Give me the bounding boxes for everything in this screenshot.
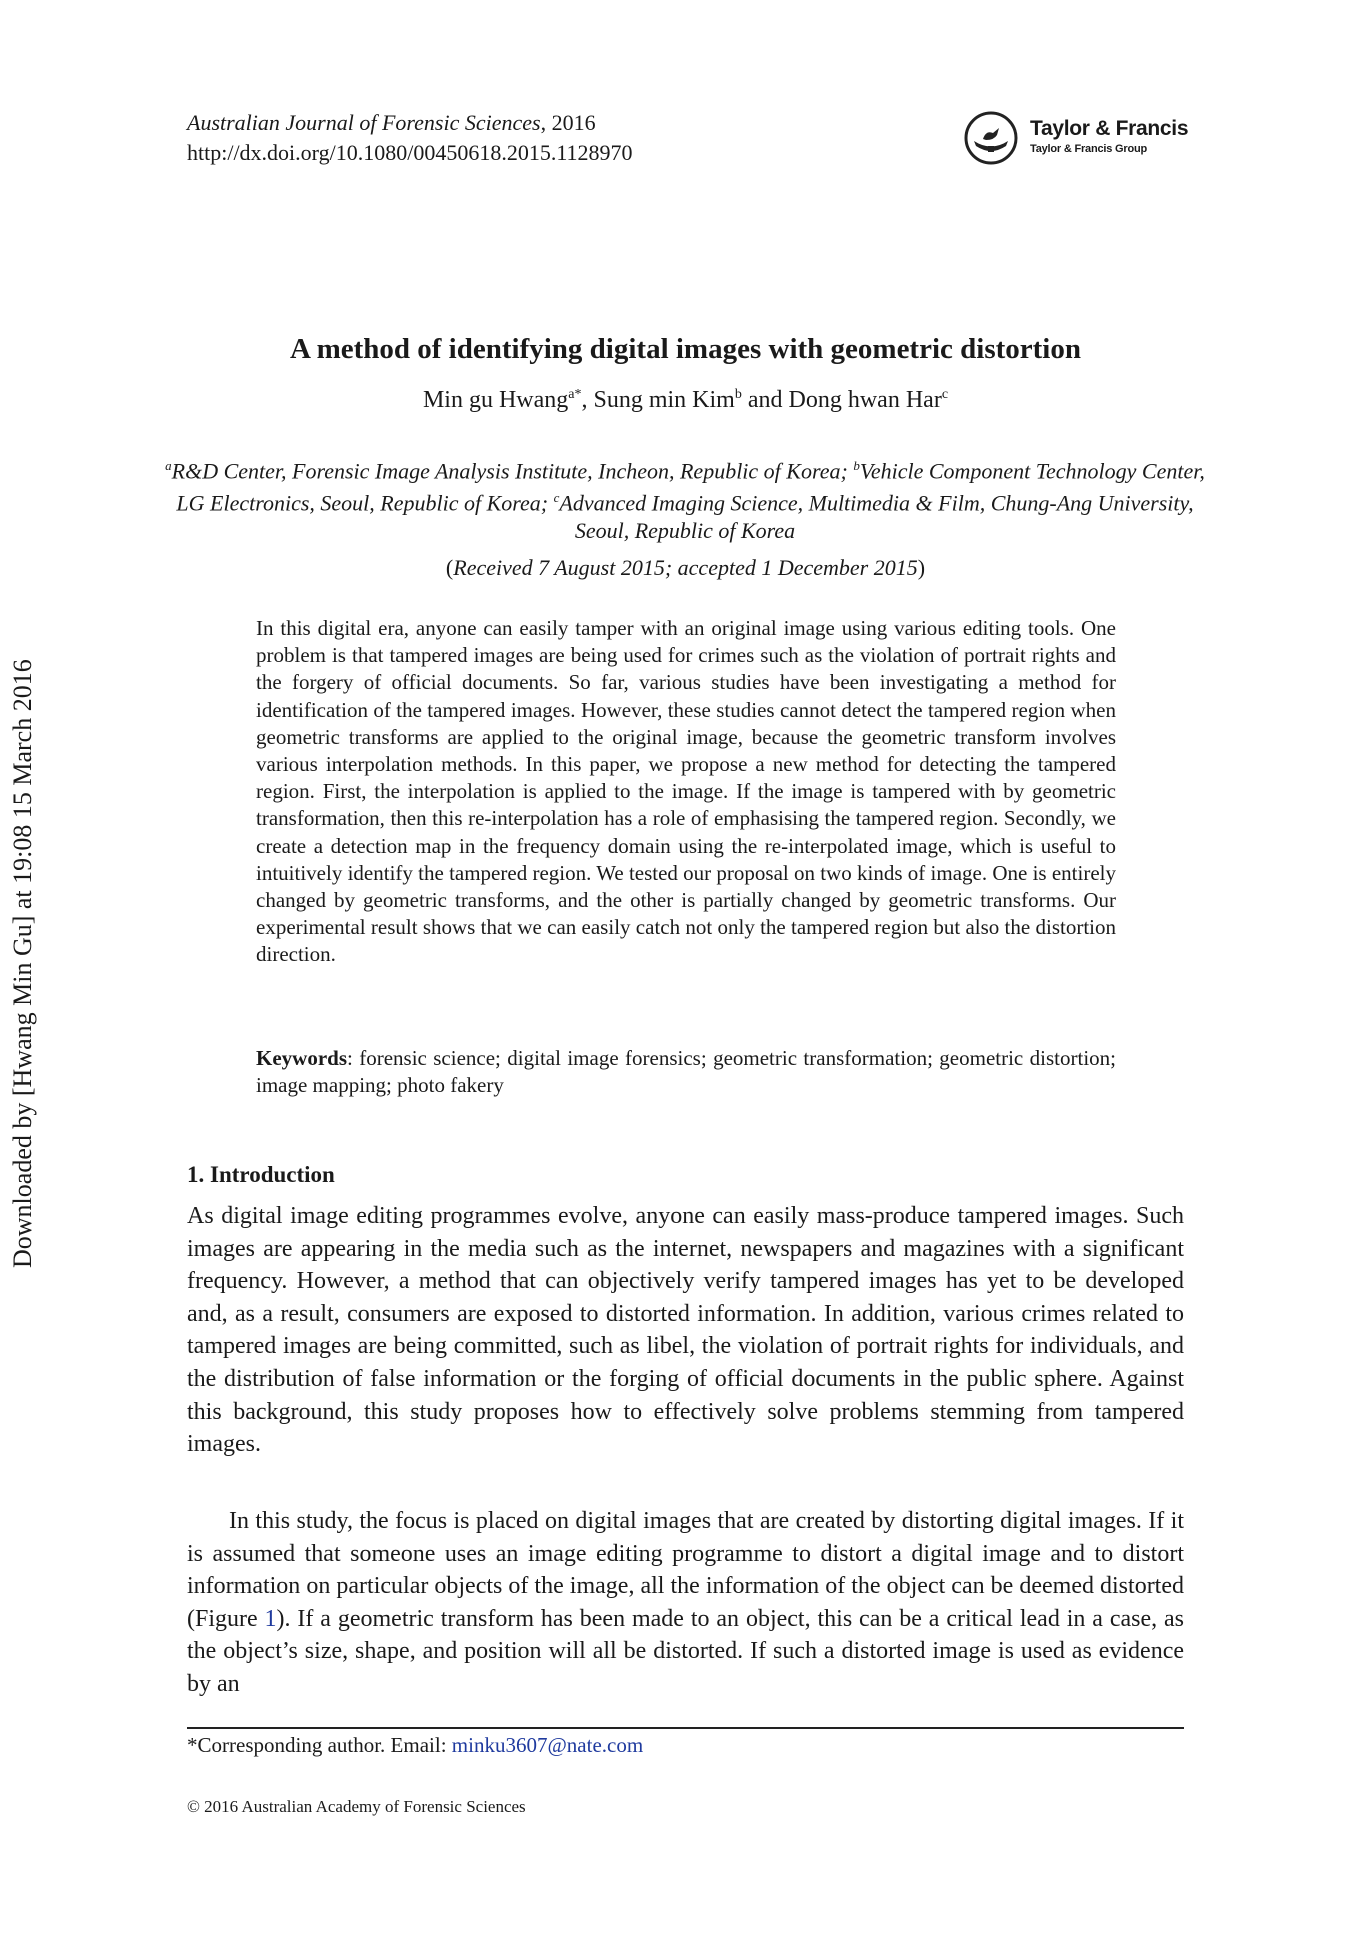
journal-citation [187, 108, 596, 138]
keywords-list: : forensic science; digital image forensics; geometric transformation; geometric distortion; image mapping; photo fakery [256, 1046, 1116, 1098]
author-list: Min gu Hwang$^{a*}$, Sung min Kim$^b$ and Dong hwan Har$^c$ [422, 387, 949, 413]
author-affiliation-marker: c [941, 387, 949, 402]
author-affiliation-marker: a* [568, 387, 582, 402]
affiliation-c: Advanced Imaging Science, Multimedia & Film, Chung-Ang University, Seoul, Republic of Korea [559, 490, 1194, 543]
figure-reference-link[interactable]: 1 [264, 1605, 277, 1632]
keywords [256, 1045, 1116, 1099]
received-text: Received 7 August 2015; accepted 1 December 2015 [453, 555, 918, 580]
body-paragraph: As digital image editing programmes evolve, anyone can easily mass-produce tampered images. Such images are appearing in the media such as the internet, newspapers and magazines with a significant frequency. However, a method that can objectively verify tampered images has yet to be developed and, as a result, consumers are exposed to distorted information. In addition, various crimes related to tampered images are being committed, such as libel, the violation of portrait rights for individuals, and the distribution of false information or the forging of official documents in the public sphere. Against this background, this study proposes how to effectively solve problems stemming from tampered images. [187, 1203, 1184, 1458]
body-paragraph: In this study, the focus is placed on digital images that are created by distorting digital images. If it is assumed that someone uses an image editing programme to distort a digital image and to distort information on particular objects of the image, all the information of the object can be deemed distorted (Figure 1). If a geometric transform has been made to an object, this can be a critical lead in a case, as the object’s size, shape, and position will all be distorted. If such a distorted image is used as evidence by an [187, 1508, 1184, 1697]
section-heading: 1. Introduction [187, 1162, 335, 1187]
publisher-group: Taylor & Francis Group [1030, 143, 1148, 155]
keywords-label: Keywords [256, 1046, 347, 1070]
copyright-notice: © 2016 Australian Academy of Forensic Sciences [187, 1797, 526, 1816]
download-notice: Downloaded by [Hwang Min Gu] at 19:08 15 March 2016 [8, 659, 37, 1268]
author-name: Min gu Hwang [422, 387, 569, 413]
received-dates: (Received 7 August 2015; accepted 1 December 2015) [445, 555, 926, 580]
paper-title: A method of identifying digital images with geometric distortion [289, 333, 1081, 365]
corresponding-author-footnote: *Corresponding author. Email: minku3607@nate.com [187, 1733, 644, 1757]
affiliation-a: R&D Center, Forensic Image Analysis Institute, Incheon, Republic of Korea; [171, 458, 848, 484]
author-name: Dong hwan Har [788, 387, 942, 413]
footnote-divider [187, 1727, 1184, 1729]
affiliation-b: Vehicle Component Technology Center, LG Electronics, Seoul, Republic of Korea; [176, 458, 1205, 516]
journal-year: , 2016 [540, 110, 596, 135]
abstract: In this digital era, anyone can easily tamper with an original image using various editing tools. One problem is that tampered images are being used for crimes such as the violation of portrait rights and the forgery of official documents. So far, various studies have been investigating a method for identification of the tampered images. However, these studies cannot detect the tampered region when geometric transforms are applied to the original image, because the geometric transform involves various interpolation methods. In this paper, we propose a new method for detecting the tampered region. First, the interpolation is applied to the image. If the image is tampered with by geometric transformation, then this re-interpolation has a role of emphasising the tampered region. Secondly, we create a detection map in the frequency domain using the re-interpolated image, which is useful to intuitively identify the tampered region. We tested our proposal on two kinds of image. One is entirely changed by geometric transforms, and the other is partially changed by geometric transforms. Our experimental result shows that we can easily catch not only the tampered region but also the distortion direction. [256, 616, 1116, 967]
author-affiliation-marker: b [734, 387, 742, 402]
author-name: Sung min Kim [593, 387, 735, 413]
publisher-name: Taylor & Francis [1030, 117, 1189, 140]
email-link[interactable]: minku3607@nate.com [451, 1733, 644, 1757]
doi-link[interactable]: http://dx.doi.org/10.1080/00450618.2015.1128970 [187, 140, 633, 165]
journal-name: Australian Journal of Forensic Sciences [187, 110, 541, 135]
affiliations: $^a$R&D Center, Forensic Image Analysis Institute, Incheon, Republic of Korea; $^b$Vehicle Component Technology Center, LG Electronics, Seoul, Republic of Korea; $^c$Advanced Imaging Science, Multimedia & Film, Chung-Ang University, Seoul, Republic of Korea [165, 458, 1205, 543]
